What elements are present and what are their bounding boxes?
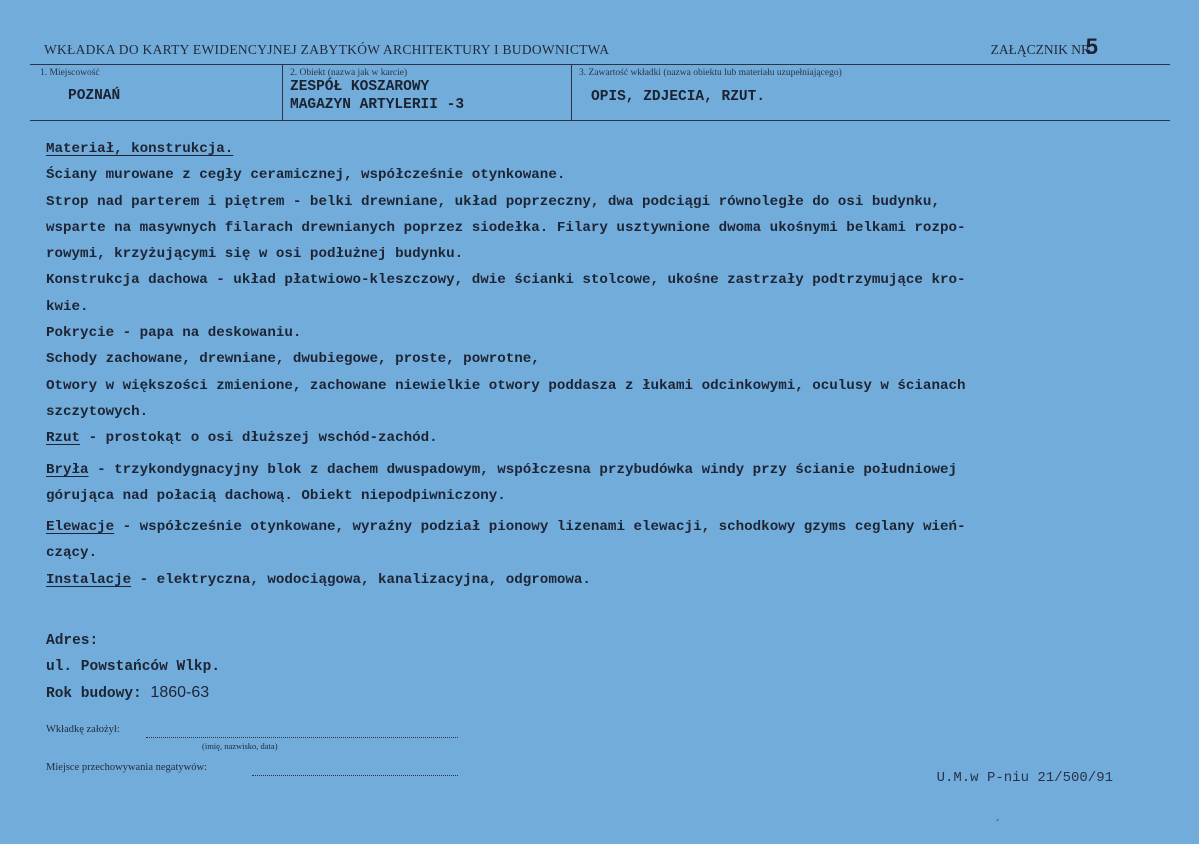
archive-stamp: U.M.w P-niu 21/500/91 [936, 770, 1113, 786]
description-body [46, 136, 1186, 593]
body-line: Ściany murowane z cegły ceramicznej, współcześnie otynkowane. [46, 167, 566, 184]
header-fields [30, 64, 1170, 121]
contents-field [571, 64, 1170, 120]
bryla-text: - trzykondygnacyjny blok z dachem dwuspadowym, współczesna przybudówka windy przy ścianie południowej [88, 461, 957, 478]
locality-label: 1. Miejscowość [40, 68, 100, 78]
instalacje-text: - elektryczna, wodociągowa, kanalizacyjna, odgromowa. [131, 571, 591, 588]
annex-label: ZAŁĄCZNIK NR [990, 42, 1090, 57]
locality-value: POZNAŃ [68, 88, 121, 104]
annex-number: 5 [1085, 34, 1098, 59]
year-label: Rok budowy: [46, 686, 151, 702]
object-value: ZESPÓŁ KOSZAROWY MAGAZYN ARTYLERII -3 [290, 79, 465, 113]
instalacje-heading: Instalacje [46, 571, 132, 588]
object-field [282, 64, 572, 120]
body-line: Otwory w większości zmienione, zachowane niewielkie otwory poddasza z łukami odcinkowymi, oculusy w ścianach [46, 377, 966, 394]
material-heading: Materiał, konstrukcja. [46, 141, 234, 157]
card-title: WKŁADKA DO KARTY EWIDENCYJNEJ ZABYTKÓW ARCHITEKTURY I BUDOWNICTWA [44, 42, 610, 57]
bryla-text-cont: górująca nad połacią dachową. Obiekt niepodpiwniczony. [46, 487, 506, 504]
rzut-text: - prostokąt o osi dłuższej wschód-zachód. [80, 430, 438, 447]
contents-value: OPIS, ZDJECIA, RZUT. [591, 89, 766, 105]
address-label: Adres: [46, 633, 99, 649]
address-street: ul. Powstańców Wlkp. [46, 659, 221, 675]
bryla-heading: Bryła [46, 461, 89, 478]
created-by-sublabel: (imię, nazwisko, data) [202, 741, 278, 751]
body-line: Pokrycie - papa na deskowaniu. [46, 325, 302, 342]
body-line: Schody zachowane, drewniane, dwubiegowe, proste, powrotne, [46, 351, 540, 368]
elewacje-text-cont: czący. [46, 545, 98, 562]
body-line: wsparte na masywnych filarach drewnianych poprzez siodełka. Filary usztywnione dwoma ukośnymi belkami rozpo- [46, 219, 966, 236]
created-by-label: Wkładkę założył: [46, 724, 120, 735]
corner-mark: ´ [994, 818, 1002, 832]
object-label: 2. Obiekt (nazwa jak w karcie) [290, 68, 408, 78]
elewacje-heading: Elewacje [46, 519, 115, 536]
body-line: rowymi, krzyżującymi się w osi podłużnej budynku. [46, 246, 464, 263]
body-line: Strop nad parterem i piętrem - belki drewniane, układ poprzeczny, dwa podciągi równoległe do osi budynku, [46, 193, 940, 210]
contents-label: 3. Zawartość wkładki (nazwa obiektu lub materiału uzupełniającego) [579, 68, 842, 78]
elewacje-text: - współcześnie otynkowane, wyraźny podział pionowy lizenami elewacji, schodkowy gzyms ceglany wień- [114, 519, 966, 536]
body-line: kwie. [46, 298, 89, 315]
year-value: 1860-63 [150, 684, 210, 701]
body-line: szczytowych. [46, 403, 149, 420]
locality-field [30, 64, 283, 120]
rzut-heading: Rzut [46, 430, 81, 447]
card-header [30, 34, 1170, 65]
body-line: Konstrukcja dachowa - układ płatwiowo-kleszczowy, dwie ścianki stolcowe, ukośne zastrzały podtrzymujące kro- [46, 272, 966, 289]
negative-storage-line [252, 775, 458, 776]
address-block [46, 628, 220, 707]
created-by-line [146, 737, 458, 738]
negative-storage-label: Miejsce przechowywania negatywów: [46, 762, 207, 773]
